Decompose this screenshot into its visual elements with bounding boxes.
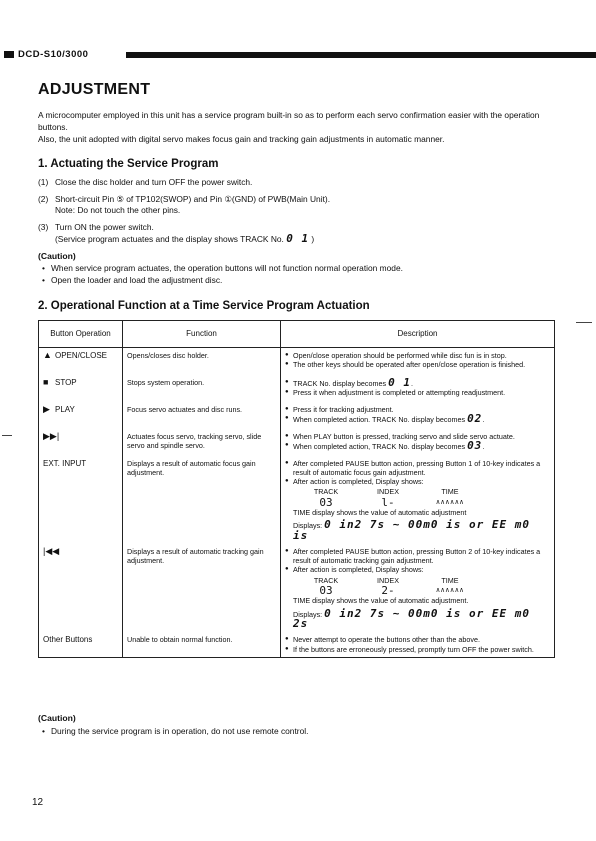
table-row: ▶ PLAY Focus servo actuates and disc runs. ● Press it for tracking adjustment. ● When completed action. TRACK No. display becomes 02. bbox=[39, 402, 555, 429]
margin-mark bbox=[2, 435, 12, 436]
step-2: (2) Short-circuit Pin ⑤ of TP102(SWOP) and Pin ①(GND) of PWB(Main Unit). Note: Do not touch the other pins. bbox=[38, 193, 331, 215]
section-1-title: 1. Actuating the Service Program bbox=[38, 158, 219, 170]
page-header bbox=[4, 49, 596, 62]
play-icon: ▶ bbox=[43, 403, 50, 414]
header-rule bbox=[126, 52, 596, 58]
caution-heading: (Caution) bbox=[38, 251, 76, 261]
caution-heading: (Caution) bbox=[38, 713, 76, 723]
header-block-mark bbox=[4, 51, 14, 58]
caution-item: • When service program actuates, the operation buttons will not function normal operation mode. bbox=[38, 262, 403, 274]
section-2-title: 2. Operational Function at a Time Service Program Actuation bbox=[38, 300, 370, 312]
bottom-caution bbox=[38, 712, 308, 738]
section-1-caution bbox=[38, 250, 403, 286]
column-header-description: Description bbox=[281, 321, 555, 348]
caution-item: • Open the loader and load the adjustment disc. bbox=[38, 274, 403, 286]
column-header-button: Button Operation bbox=[39, 321, 123, 348]
model-name: DCD-S10/3000 bbox=[18, 49, 89, 60]
table-row: Other Buttons Unable to obtain normal function. ● Never attempt to operate the buttons other than the above. ● If the buttons are erroneously pressed, promptly turn OFF the power switch. bbox=[39, 632, 555, 657]
table-row: ▶▶| Actuates focus servo, tracking servo, slide servo and spindle servo. ● When PLAY button is pressed, tracking servo and slide servo actuate. ● When completed action, TRACK No. display becomes 03. bbox=[39, 429, 555, 456]
skip-back-icon: |◀◀ bbox=[43, 545, 60, 556]
intro-paragraph-2: Also, the unit adopted with digital servo makes focus gain and tracking gain adjustments in automatic manner. bbox=[38, 134, 445, 144]
eject-icon: ▲ bbox=[43, 350, 52, 360]
track-display-segment: 0 1 bbox=[286, 232, 310, 245]
table-row: ■ STOP Stops system operation. ● TRACK No. display becomes 0 1. ● Press it when adjustment is completed or attempting readjustment. bbox=[39, 375, 555, 402]
column-header-function: Function bbox=[123, 321, 281, 348]
page-number: 12 bbox=[32, 797, 44, 808]
step-3: (3) Turn ON the power switch. (Service program actuates and the display shows TRACK No. 0 1 ) bbox=[38, 221, 315, 245]
table-header-row bbox=[39, 321, 555, 348]
step-1: (1) Close the disc holder and turn OFF the power switch. bbox=[38, 177, 253, 187]
intro-text bbox=[38, 109, 558, 145]
intro-paragraph-1: A microcomputer employed in this unit has a service program built-in so as to perform each servo confirmation easier with the operation buttons. bbox=[38, 110, 540, 132]
operations-table bbox=[38, 320, 555, 658]
margin-mark bbox=[576, 322, 592, 323]
page-title: ADJUSTMENT bbox=[38, 81, 151, 98]
table-row: ▲ OPEN/CLOSE Opens/closes disc holder. ● Open/close operation should be performed while disc fun is in stop. ● The other keys should be operated after open/close operation is finished. bbox=[39, 348, 555, 375]
table-row: EXT. INPUT Displays a result of automatic focus gain adjustment. ● After completed PAUSE button action, pressing Button 1 of 10-key indicates a result of automatic focus gain adjustment. ● After action is completed, Display shows: TRACK INDEX TIME 03 l- ∧∧∧∧∧∧ TIME display shows the value of automatic adjustment Displays: 0 in2 7s ~ 00m0 is or EE m0 is bbox=[39, 456, 555, 544]
section-1-steps bbox=[38, 177, 558, 251]
skip-forward-icon: ▶▶| bbox=[43, 430, 60, 441]
stop-icon: ■ bbox=[43, 376, 49, 387]
caution-item: • During the service program is in operation, do not use remote control. bbox=[38, 725, 308, 738]
table-row: |◀◀ Displays a result of automatic tracking gain adjustment. ● After completed PAUSE button action, pressing Button 2 of 10-key indicates a result of automatic tracking gain adjustment. ● After action is completed, Display shows: TRACK INDEX TIME 03 2- ∧∧∧∧∧∧ TIME display shows the value of automatic adjustment. Displays: 0 in2 7s ~ 00m0 is or EE m0 2s bbox=[39, 544, 555, 632]
